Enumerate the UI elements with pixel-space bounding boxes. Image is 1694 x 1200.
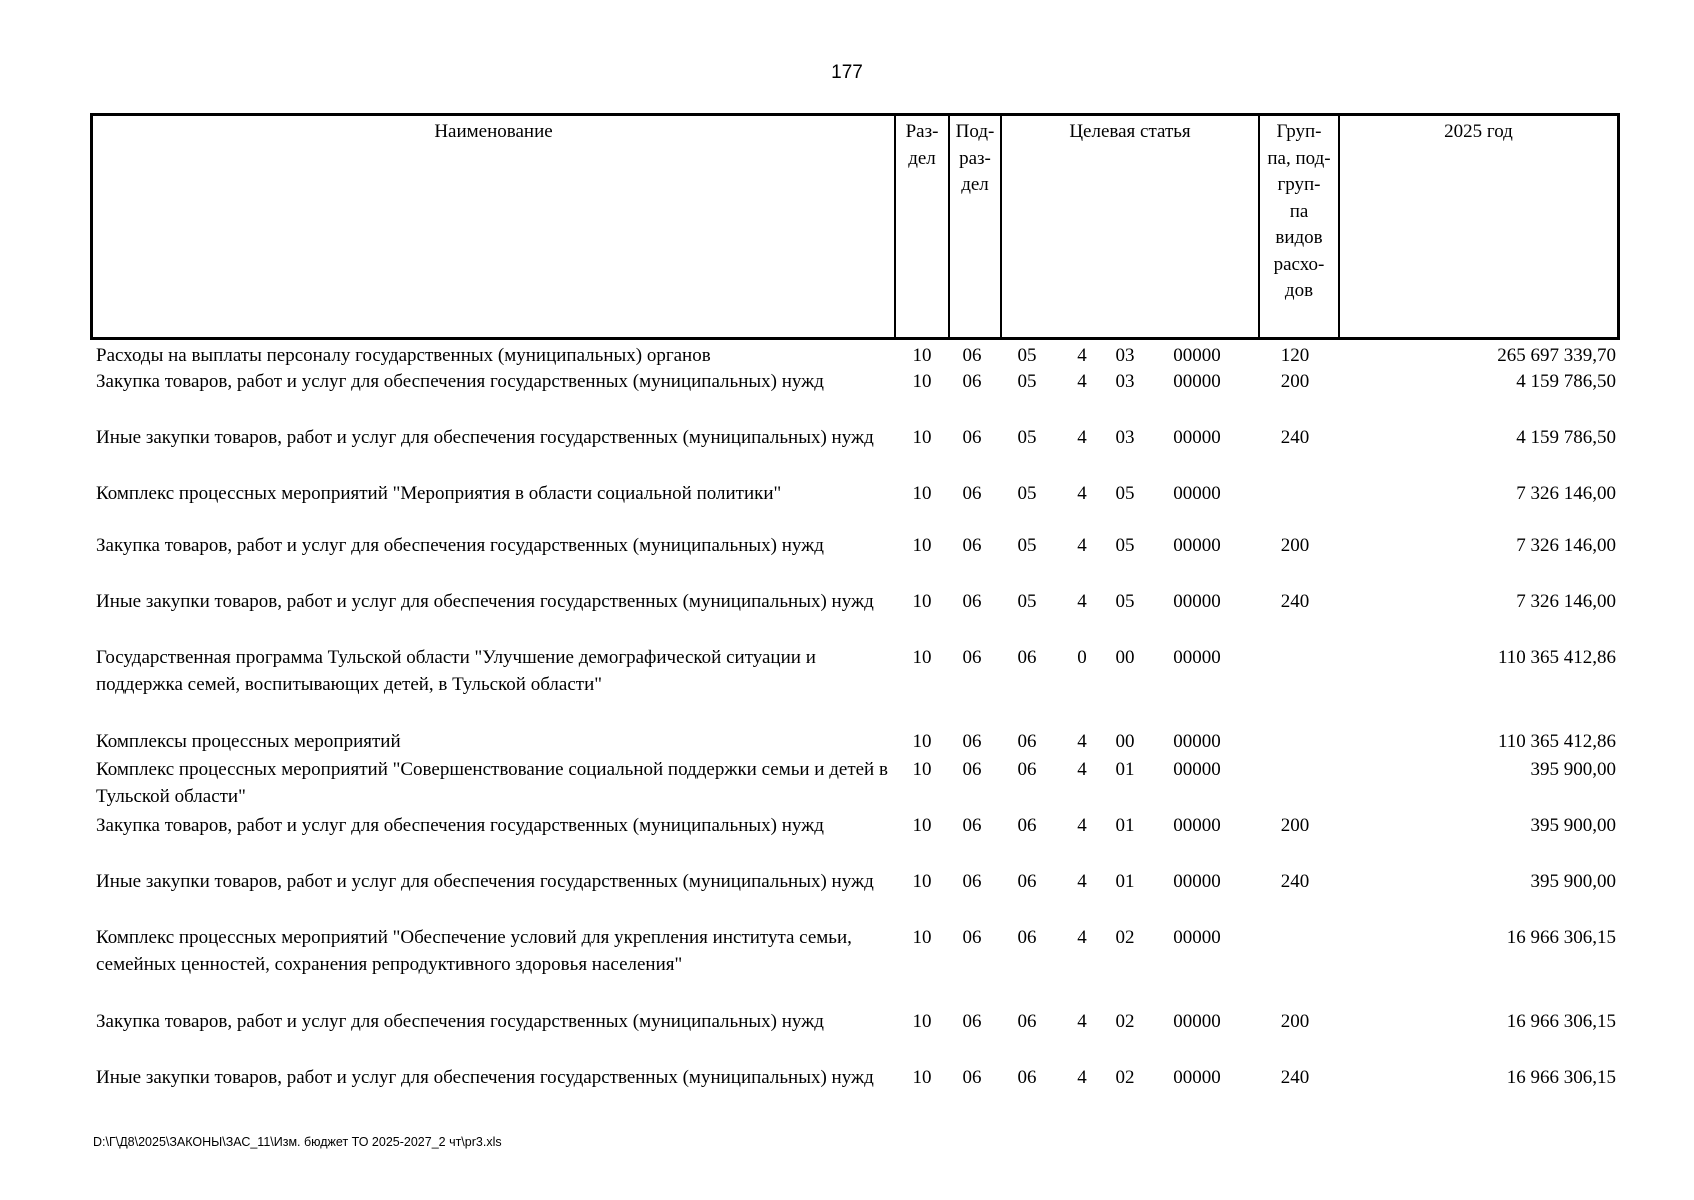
cell-program: 06 — [1017, 731, 1037, 752]
cell-structural: 00 — [1115, 647, 1135, 668]
cell-razdel: 10 — [912, 647, 932, 668]
header-name — [93, 116, 894, 337]
cell-program: 06 — [1017, 759, 1037, 780]
cell-program: 06 — [1017, 815, 1037, 836]
cell-type: 4 — [1077, 871, 1087, 892]
header-name-line: Наименование — [434, 121, 553, 142]
file-path-footer: D:\Г\Д8\2025\ЗАКОНЫ\ЗАС_11\Изм. бюджет ТО 2025-2027_2 чт\pr3.xls — [93, 1135, 502, 1149]
cell-razdel: 10 — [912, 927, 932, 948]
cell-type: 4 — [1077, 591, 1087, 612]
cell-direction: 00000 — [1173, 871, 1221, 892]
cell-name: Расходы на выплаты персоналу государственных (муниципальных) органов — [96, 345, 711, 366]
cell-podrazdel: 06 — [962, 815, 982, 836]
cell-program: 05 — [1017, 483, 1037, 504]
header-year-line: 2025 год — [1444, 121, 1513, 142]
cell-structural: 05 — [1115, 591, 1135, 612]
cell-structural: 03 — [1115, 371, 1135, 392]
cell-name: Государственная программа Тульской области "Улучшение демографической ситуации и поддержка семей, воспитывающих детей, в Тульской области" — [96, 647, 816, 695]
cell-razdel: 10 — [912, 1067, 932, 1088]
cell-podrazdel: 06 — [962, 759, 982, 780]
cell-name: Комплексы процессных мероприятий — [96, 731, 401, 752]
cell-razdel: 10 — [912, 731, 932, 752]
cell-type: 4 — [1077, 427, 1087, 448]
cell-vid-rashodov: 240 — [1280, 871, 1310, 892]
cell-name: Комплекс процессных мероприятий "Обеспечение условий для укрепления института семьи, семейных ценностей, сохранения репродуктивного здоровья населения" — [96, 927, 852, 975]
header-gruppa-vidov — [1260, 116, 1338, 337]
cell-program: 05 — [1017, 591, 1037, 612]
header-podrazdel — [950, 116, 1000, 337]
cell-amount: 395 900,00 — [1530, 871, 1616, 892]
cell-direction: 00000 — [1173, 371, 1221, 392]
cell-structural: 01 — [1115, 815, 1135, 836]
header-razdel-line: дел — [908, 147, 936, 169]
cell-structural: 02 — [1115, 927, 1135, 948]
cell-program: 05 — [1017, 345, 1037, 366]
header-gruppa-line: расхо- — [1273, 253, 1325, 275]
cell-amount: 7 326 146,00 — [1516, 483, 1616, 504]
cell-amount: 7 326 146,00 — [1516, 591, 1616, 612]
cell-vid-rashodov: 200 — [1280, 815, 1310, 836]
cell-program: 06 — [1017, 1067, 1037, 1088]
cell-razdel: 10 — [912, 591, 932, 612]
header-gruppa-line: дов — [1284, 280, 1314, 301]
cell-direction: 00000 — [1173, 731, 1221, 752]
header-celevaya-line: Целевая статья — [1069, 121, 1191, 142]
cell-structural: 02 — [1115, 1067, 1135, 1088]
cell-type: 4 — [1077, 1011, 1087, 1032]
cell-vid-rashodov: 240 — [1280, 591, 1310, 612]
cell-amount: 4 159 786,50 — [1516, 371, 1616, 392]
cell-direction: 00000 — [1173, 483, 1221, 504]
cell-vid-rashodov: 200 — [1280, 371, 1310, 392]
cell-podrazdel: 06 — [962, 1067, 982, 1088]
cell-name: Иные закупки товаров, работ и услуг для обеспечения государственных (муниципальных) нужд — [96, 591, 874, 612]
cell-razdel: 10 — [912, 483, 932, 504]
cell-direction: 00000 — [1173, 815, 1221, 836]
cell-name: Закупка товаров, работ и услуг для обеспечения государственных (муниципальных) нужд — [96, 371, 824, 392]
cell-program: 06 — [1017, 647, 1037, 668]
cell-direction: 00000 — [1173, 591, 1221, 612]
cell-razdel: 10 — [912, 535, 932, 556]
cell-razdel: 10 — [912, 427, 932, 448]
cell-podrazdel: 06 — [962, 1011, 982, 1032]
cell-podrazdel: 06 — [962, 731, 982, 752]
cell-structural: 03 — [1115, 427, 1135, 448]
cell-name: Закупка товаров, работ и услуг для обеспечения государственных (муниципальных) нужд — [96, 815, 824, 836]
cell-name: Комплекс процессных мероприятий "Совершенствование социальной поддержки семьи и детей в Тульской области" — [96, 759, 888, 807]
header-gruppa-line: видов — [1275, 227, 1323, 248]
cell-direction: 00000 — [1173, 927, 1221, 948]
cell-structural: 00 — [1115, 731, 1135, 752]
cell-amount: 110 365 412,86 — [1497, 647, 1616, 668]
cell-type: 4 — [1077, 483, 1087, 504]
cell-vid-rashodov: 120 — [1280, 345, 1310, 366]
cell-amount: 110 365 412,86 — [1497, 731, 1616, 752]
header-gruppa-line: па — [1289, 200, 1309, 222]
cell-direction: 00000 — [1173, 1011, 1221, 1032]
header-razdel — [896, 116, 948, 337]
header-razdel-line: Раз- — [905, 121, 939, 142]
cell-structural: 05 — [1115, 535, 1135, 556]
header-gruppa-line: Груп- — [1276, 121, 1322, 142]
cell-program: 06 — [1017, 927, 1037, 948]
cell-type: 4 — [1077, 731, 1087, 752]
cell-amount: 395 900,00 — [1530, 759, 1616, 780]
cell-podrazdel: 06 — [962, 591, 982, 612]
cell-podrazdel: 06 — [962, 483, 982, 504]
cell-podrazdel: 06 — [962, 871, 982, 892]
header-year-2025 — [1340, 116, 1617, 337]
cell-type: 4 — [1077, 927, 1087, 948]
cell-podrazdel: 06 — [962, 371, 982, 392]
cell-structural: 01 — [1115, 759, 1135, 780]
cell-razdel: 10 — [912, 871, 932, 892]
cell-direction: 00000 — [1173, 1067, 1221, 1088]
cell-amount: 7 326 146,00 — [1516, 535, 1616, 556]
cell-amount: 16 966 306,15 — [1506, 1011, 1616, 1032]
header-podrazdel-line: дел — [961, 174, 989, 195]
cell-direction: 00000 — [1173, 759, 1221, 780]
cell-vid-rashodov: 240 — [1280, 1067, 1310, 1088]
cell-razdel: 10 — [912, 371, 932, 392]
cell-type: 4 — [1077, 535, 1087, 556]
cell-structural: 02 — [1115, 1011, 1135, 1032]
cell-vid-rashodov: 200 — [1280, 535, 1310, 556]
cell-type: 0 — [1077, 647, 1087, 668]
cell-razdel: 10 — [912, 345, 932, 366]
cell-direction: 00000 — [1173, 647, 1221, 668]
cell-vid-rashodov: 200 — [1280, 1011, 1310, 1032]
cell-structural: 03 — [1115, 345, 1135, 366]
cell-program: 06 — [1017, 871, 1037, 892]
cell-structural: 01 — [1115, 871, 1135, 892]
cell-direction: 00000 — [1173, 345, 1221, 366]
header-gruppa-line: па, под- — [1267, 147, 1331, 169]
header-podrazdel-line: Под- — [955, 121, 995, 142]
table-header — [90, 113, 1620, 340]
cell-type: 4 — [1077, 1067, 1087, 1088]
cell-type: 4 — [1077, 815, 1087, 836]
cell-program: 06 — [1017, 1011, 1037, 1032]
header-podrazdel-line: раз- — [959, 147, 991, 169]
cell-name: Иные закупки товаров, работ и услуг для обеспечения государственных (муниципальных) нужд — [96, 1067, 874, 1088]
cell-vid-rashodov: 240 — [1280, 427, 1310, 448]
cell-name: Комплекс процессных мероприятий "Мероприятия в области социальной политики" — [96, 483, 782, 504]
cell-podrazdel: 06 — [962, 345, 982, 366]
cell-amount: 4 159 786,50 — [1516, 427, 1616, 448]
cell-podrazdel: 06 — [962, 535, 982, 556]
cell-type: 4 — [1077, 759, 1087, 780]
cell-type: 4 — [1077, 345, 1087, 366]
cell-razdel: 10 — [912, 815, 932, 836]
cell-program: 05 — [1017, 371, 1037, 392]
cell-razdel: 10 — [912, 1011, 932, 1032]
cell-program: 05 — [1017, 427, 1037, 448]
cell-type: 4 — [1077, 371, 1087, 392]
cell-razdel: 10 — [912, 759, 932, 780]
header-celevaya-statya — [1002, 116, 1258, 337]
cell-name: Иные закупки товаров, работ и услуг для обеспечения государственных (муниципальных) нужд — [96, 427, 874, 448]
cell-amount: 265 697 339,70 — [1497, 345, 1616, 366]
cell-podrazdel: 06 — [962, 427, 982, 448]
cell-amount: 16 966 306,15 — [1506, 1067, 1616, 1088]
cell-amount: 395 900,00 — [1530, 815, 1616, 836]
cell-name: Иные закупки товаров, работ и услуг для обеспечения государственных (муниципальных) нужд — [96, 871, 874, 892]
cell-direction: 00000 — [1173, 427, 1221, 448]
cell-direction: 00000 — [1173, 535, 1221, 556]
cell-podrazdel: 06 — [962, 927, 982, 948]
cell-amount: 16 966 306,15 — [1506, 927, 1616, 948]
cell-program: 05 — [1017, 535, 1037, 556]
cell-name: Закупка товаров, работ и услуг для обеспечения государственных (муниципальных) нужд — [96, 535, 824, 556]
page-number: 177 — [831, 62, 863, 83]
cell-name: Закупка товаров, работ и услуг для обеспечения государственных (муниципальных) нужд — [96, 1011, 824, 1032]
cell-structural: 05 — [1115, 483, 1135, 504]
header-gruppa-line: груп- — [1277, 174, 1321, 195]
cell-podrazdel: 06 — [962, 647, 982, 668]
